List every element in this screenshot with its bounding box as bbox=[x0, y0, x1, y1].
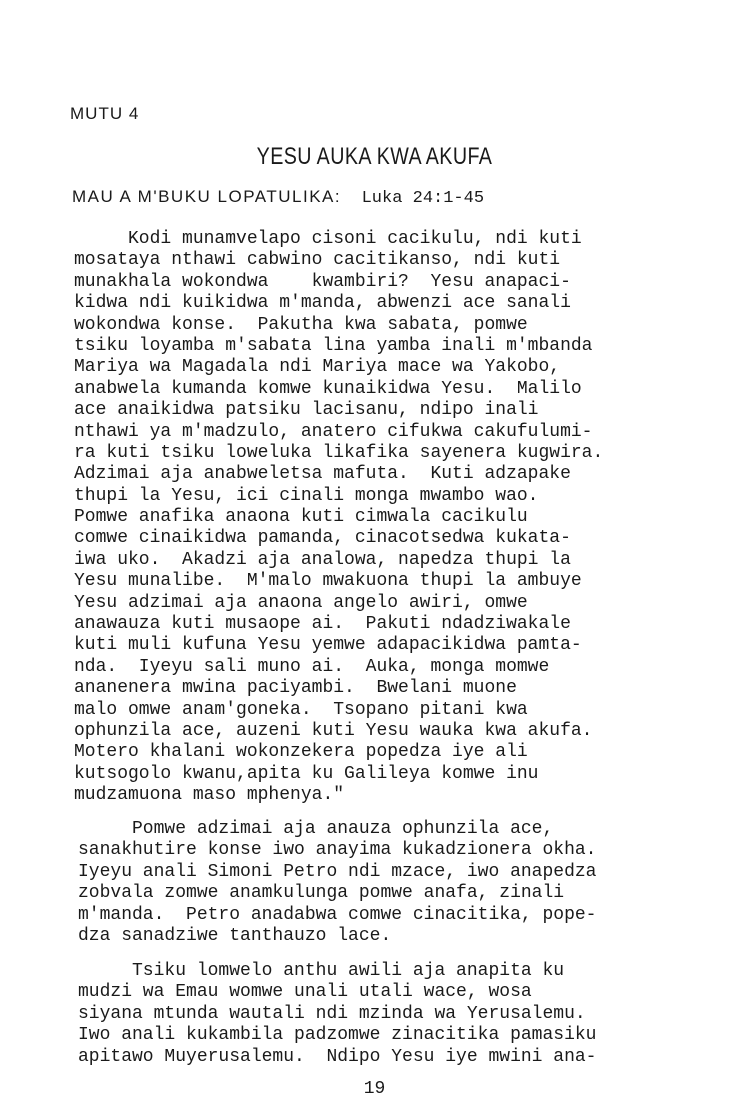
text-line: Adzimai aja anabweletsa mafuta. Kuti adzapake bbox=[74, 464, 571, 485]
chapter-number: MUTU 4 bbox=[70, 104, 140, 123]
text-line: iwa uko. Akadzi aja analowa, napedza thupi la bbox=[74, 549, 571, 570]
text-line: Pomwe adzimai aja anauza ophunzila ace, bbox=[78, 819, 554, 839]
text-line: ace anaikidwa patsiku lacisanu, ndipo inali bbox=[74, 400, 539, 421]
paragraph-1 bbox=[74, 229, 694, 807]
text-line: kidwa ndi kuikidwa m'manda, abwenzi ace sanali bbox=[74, 293, 571, 314]
scripture-reading bbox=[72, 187, 484, 208]
text-line: sanakhutire konse iwo anayima kukadzionera okha. bbox=[78, 840, 597, 861]
text-line: Iwo anali kukambila padzomwe zinacitika pamasiku bbox=[78, 1025, 597, 1046]
text-line: Iyeyu anali Simoni Petro ndi mzace, iwo anapedza bbox=[78, 861, 597, 882]
text-line: m'manda. Petro anadabwa comwe cinacitika, pope- bbox=[78, 904, 597, 925]
text-line: Mariya wa Magadala ndi Mariya mace wa Yakobo, bbox=[74, 357, 561, 378]
text-line: Yesu adzimai aja anaona angelo awiri, omwe bbox=[74, 592, 528, 613]
text-line: malo omwe anam'goneka. Tsopano pitani kwa bbox=[74, 699, 528, 720]
text-line: munakhala wokondwa kwambiri? Yesu anapaci- bbox=[74, 271, 571, 292]
text-line: zobvala zomwe anamkulunga pomwe anafa, zinali bbox=[78, 883, 565, 904]
text-line: ra kuti tsiku loweluka likafika sayenera kugwira. bbox=[74, 442, 604, 463]
text-line: nda. Iyeyu sali muno ai. Auka, monga momwe bbox=[74, 656, 550, 677]
text-line: Pomwe anafika anaona kuti cimwala cacikulu bbox=[74, 507, 528, 528]
text-line: Kodi munamvelapo cisoni cacikulu, ndi kuti bbox=[74, 229, 582, 249]
text-line: Motero khalani wokonzekera popedza iye ali bbox=[74, 742, 528, 763]
text-line: ananenera mwina paciyambi. Bwelani muone bbox=[74, 678, 517, 699]
text-line: apitawo Muyerusalemu. Ndipo Yesu iye mwini ana- bbox=[78, 1046, 597, 1067]
text-line: comwe cinaikidwa pamanda, cinacotsedwa kukata- bbox=[74, 528, 571, 549]
chapter-title: YESU AUKA KWA AKUFA bbox=[256, 143, 493, 170]
text-line: mudzi wa Emau womwe unali utali wace, wosa bbox=[78, 982, 532, 1003]
text-line: anabwela kumanda komwe kunaikidwa Yesu. Malilo bbox=[74, 378, 582, 399]
scripture-reference: Luka 24:1-45 bbox=[361, 189, 485, 208]
text-line: anawauza kuti musaope ai. Pakuti ndadziwakale bbox=[74, 614, 571, 635]
text-line: nthawi ya m'madzulo, anatero cifukwa cakufulumi- bbox=[74, 421, 593, 442]
text-line: kutsogolo kwanu,apita ku Galileya komwe inu bbox=[74, 763, 539, 784]
text-line: ophunzila ace, auzeni kuti Yesu wauka kwa akufa. bbox=[74, 720, 593, 741]
text-line: kuti muli kufuna Yesu yemwe adapacikidwa pamta- bbox=[74, 635, 582, 656]
text-line: thupi la Yesu, ici cinali monga mwambo wao. bbox=[74, 485, 539, 506]
scripture-reading-label: MAU A M'BUKU LOPATULIKA: bbox=[72, 187, 342, 206]
text-line: siyana mtunda wautali ndi mzinda wa Yerusalemu. bbox=[78, 1003, 586, 1024]
paragraph-2 bbox=[78, 819, 698, 947]
text-line: mudzamuona maso mphenya." bbox=[74, 785, 345, 806]
text-line: wokondwa konse. Pakutha kwa sabata, pomwe bbox=[74, 314, 528, 335]
paragraph-3 bbox=[78, 961, 698, 1068]
text-line: Yesu munalibe. M'malo mwakuona thupi la ambuye bbox=[74, 571, 582, 592]
text-line: mosataya nthawi cabwino cacitikanso, ndi kuti bbox=[74, 250, 561, 271]
text-line: tsiku loyamba m'sabata lina yamba inali m'mbanda bbox=[74, 335, 593, 356]
text-line: Tsiku lomwelo anthu awili aja anapita ku bbox=[78, 961, 565, 981]
text-line: dza sanadziwe tanthauzo lace. bbox=[78, 925, 392, 946]
page-number: 19 bbox=[363, 1079, 386, 1099]
